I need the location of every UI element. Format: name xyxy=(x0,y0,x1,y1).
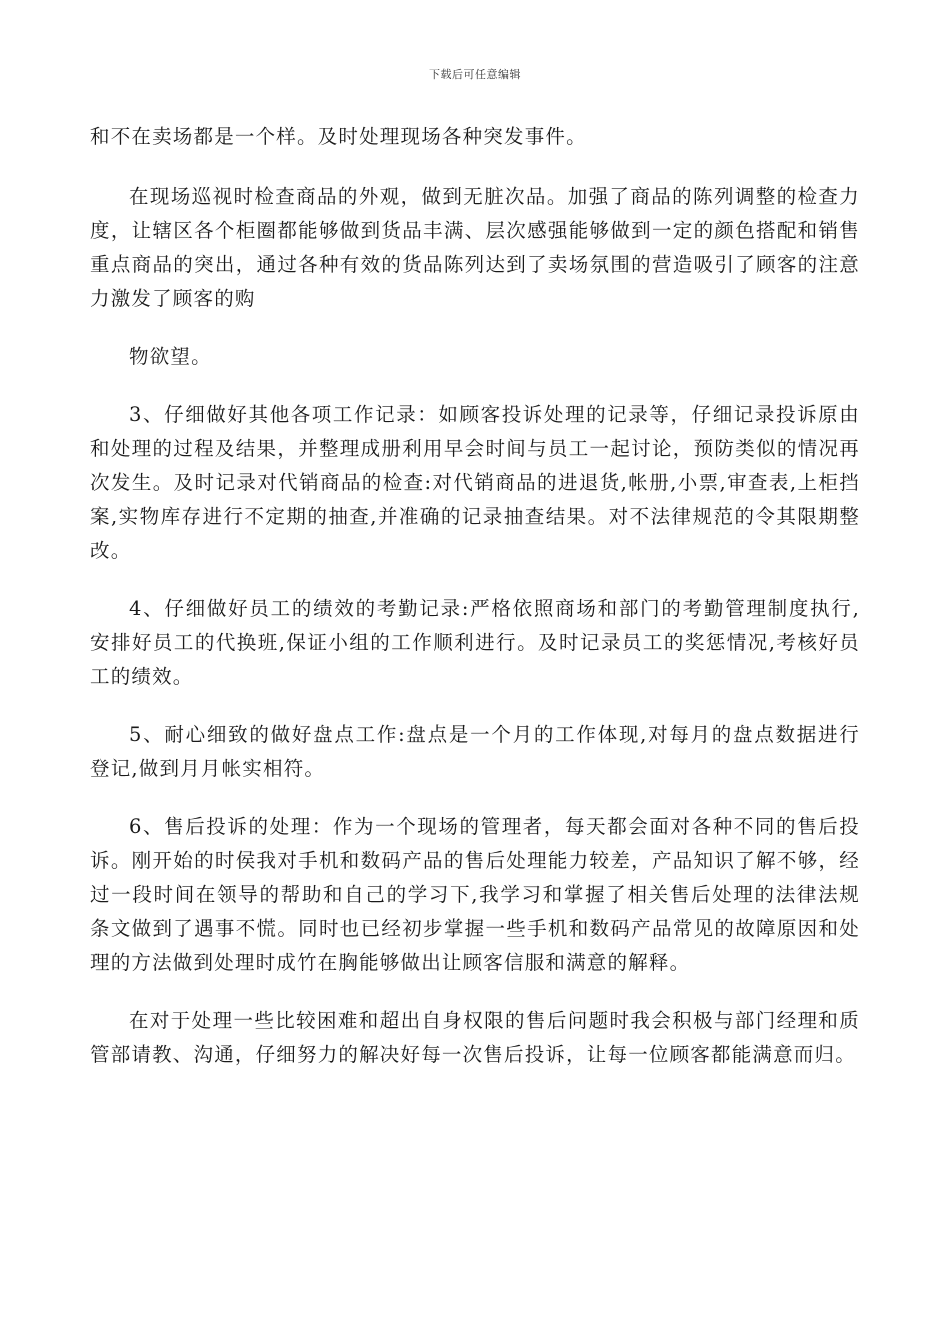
paragraph-item-6-after-sales: 6、售后投诉的处理：作为一个现场的管理者，每天都会面对各种不同的售后投诉。刚开始的时侯我对手机和数码产品的售后处理能力较差，产品知识了解不够，经过一段时间在领导的帮助和自己的学习下,我学习和掌握了相关售后处理的法律法规条文做到了遇事不慌。同时也已经初步掌握一些手机和数码产品常见的故障原因和处理的方法做到处理时成竹在胸能够做出让顾客信服和满意的解释。 xyxy=(90,815,860,974)
page-header-note: 下载后可任意编辑 xyxy=(429,68,521,81)
paragraph-inspection-end: 物欲望。 xyxy=(129,345,212,368)
paragraph-item-5-inventory: 5、耐心细致的做好盘点工作:盘点是一个月的工作体现,对每月的盘点数据进行登记,做到月月帐实相符。 xyxy=(90,723,860,780)
paragraph-continuation: 和不在卖场都是一个样。及时处理现场各种突发事件。 xyxy=(90,125,587,148)
paragraph-inspection: 在现场巡视时检查商品的外观，做到无脏次品。加强了商品的陈列调整的检查力度，让辖区各个柜圈都能够做到货品丰满、层次感强能够做到一定的颜色搭配和销售重点商品的突出，通过各种有效的货品陈列达到了卖场氛围的营造吸引了顾客的注意力激发了顾客的购 xyxy=(90,185,860,310)
document-body xyxy=(90,120,860,1096)
paragraph-item-4-attendance: 4、仔细做好员工的绩效的考勤记录:严格依照商场和部门的考勤管理制度执行,安排好员工的代换班,保证小组的工作顺利进行。及时记录员工的奖惩情况,考核好员工的绩效。 xyxy=(90,597,860,688)
paragraph-difficult-issues: 在对于处理一些比较困难和超出自身权限的售后问题时我会积极与部门经理和质管部请教、沟通，仔细努力的解决好每一次售后投诉，让每一位顾客都能满意而归。 xyxy=(90,1009,860,1066)
paragraph-item-3-records: 3、仔细做好其他各项工作记录：如顾客投诉处理的记录等，仔细记录投诉原由和处理的过程及结果，并整理成册利用早会时间与员工一起讨论，预防类似的情况再次发生。及时记录对代销商品的检查:对代销商品的进退货,帐册,小票,审查表,上柜挡案,实物库存进行不定期的抽查,并准确的记录抽查结果。对不法律规范的令其限期整改。 xyxy=(90,403,860,562)
